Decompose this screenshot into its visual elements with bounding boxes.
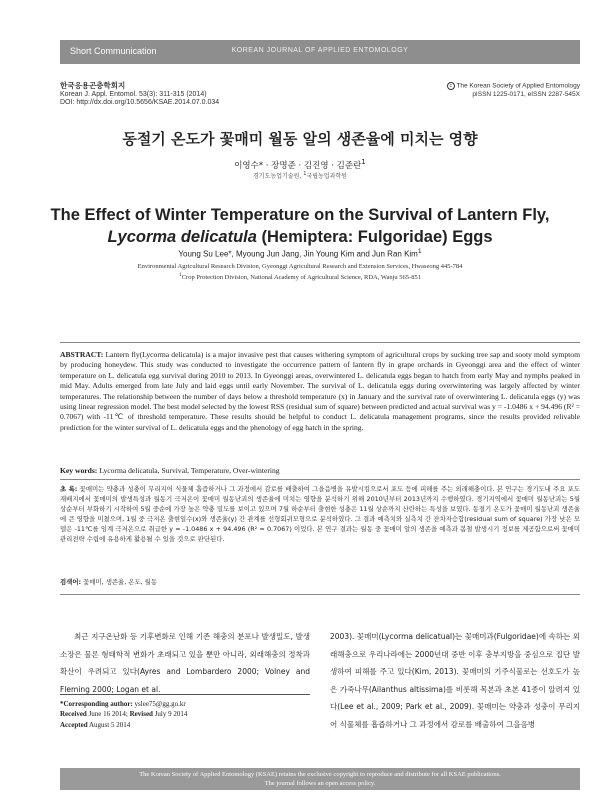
section-label: Short Communication: [70, 46, 157, 56]
english-title: The Effect of Winter Temperature on the Survival of Lantern Fly, Lycorma delicatula (Hemiptera: Fulgoridae) Eggs: [50, 206, 550, 246]
journal-name: KOREAN JOURNAL OF APPLIED ENTOMOLOGY: [231, 47, 409, 54]
journal-kor-name: 한국응용곤충학회지: [60, 81, 126, 90]
korean-authors: 이영수* · 장명준 · 김진영 · 김준란$^1$: [234, 157, 366, 171]
korean-abstract: 초 록: 꽃매미는 약충과 성충이 무리지어 식물체 흡즙하거나 그 과정에서 감로를 배출하여 그을음병을 유발시킴으로서 포도 등에 피해를 주는 외래해충이다. 본 연구는 경기도내 주요 포도 재배지에서 꽃매미의 발생특성과 월동기 극저온이 꽃매미 월동난괴의 생존율에 미치는 영향을 분석하기 위해 2010년부터 2013년까지 수행하였다. 경기지역에서 꽃매미 월동난괴는 5월 상순부터 부화하기 시작하여 5월 중순에 가장 높은 약충 밀도를 보이고 있으며 7월 하순부터 출현한 성충은 11월 상순까지 산란하는 특성을 보였다. 동절기 온도가 꽃매미 월동난괴 생존율에 큰 영향을 미쳤으며, 1월 중 극저온 출현일수(x)와 생존율(y) 간 관계를 선형회귀모형으로 분석하였다. 그 결과 예측치와 실측치 간 잔차자승합(residual sum of square) 가장 낮은 모델은 -11℃를 임계 극저온으로 취급한 y = -1.0486 x + 94.496 (R² = 0.7067) 이었다. 본 연구 결과는 월동 중 꽃매미 알의 생존을 예측과 봄철 발생시기 정보를 제공함으로써 꽃매미 관리전략 수립에 유용하게 활용될 수 있을 것으로 판단된다.: [60, 485, 580, 544]
footnote-rule: [60, 694, 310, 695]
correspondence: *Corresponding author: yslee75@gg.go.kr Received June 16 2014; Revised July 9 2014 Accepted August 5 2014: [60, 700, 188, 729]
body-text-right: 2003). 꽃매미(Lycorma delicatual)는 꽃매미과(Fulgoridae)에 속하는 외래해충으로 우리나라에는 2000년대 중반 이후 충부지방을 중심으로 집단 발생하여 피해를 주고 있다(Kim, 2013). 꽃매미의 기주식물로는 선호도가 높은 가죽나무(Ailanthus altissima)를 비롯해 목본과 초본 41종이 알려져 있다(Lee et al., 2009; Park et al., 2009). 꽃매미는 약충과 성충이 무리지어 식물체를 흡즙하거나 그 과정에서 감로를 배출하여 그을음병: [330, 632, 580, 729]
doi-link[interactable]: DOI: http://dx.doi.org/10.5656/KSAE.2014.07.0.034: [60, 99, 220, 106]
species-name: Lycorma delicatula: [107, 228, 257, 246]
body-text-left: 최근 지구온난화 등 기후변화로 인해 기존 해충의 분포나 발생밀도, 발생소장은 물론 형태학적 변화가 초래되고 있을 뿐만 아니라, 외래해충의 정착과 확산이 우려되고 있다(Ayres and Lombardero 2000; Volney and Fleming 2000; Logan et al.: [60, 632, 310, 694]
citation: Korean J. Appl. Entomol. 53(3): 311-315 (2014): [60, 90, 207, 98]
korean-title: 동절기 온도가 꽃매미 월동 알의 생존율에 미치는 영향: [122, 130, 478, 148]
issn: pISSN 1225-0171, eISSN 2287-545X: [472, 91, 580, 99]
email-link[interactable]: yslee75@gg.go.kr: [132, 700, 186, 708]
copyright-meta: [447, 82, 580, 100]
keywords: Key words: Lycorma delicatula, Survival, Temperature, Over-wintering: [60, 466, 280, 475]
divider: [60, 479, 580, 480]
korean-keywords: 검색어: 꽃매미, 생존율, 온도, 월동: [60, 578, 158, 586]
divider: [60, 594, 580, 595]
copyright-icon: c: [447, 82, 455, 90]
korean-affiliation: 경기도농업기술원, $^1$국립농업과학원: [253, 171, 347, 180]
english-affiliation: Environmental Agricultural Research Division, Gyeonggi Agricultural Research and Extension Services, Hwaseong 445-784 $^1$Crop Protection Division, National Academy of Agricultural Science, RDA, Wanju 565-851: [137, 263, 463, 282]
english-authors: Young Su Lee*, Myoung Jun Jang, Jin Young Kim and Jun Ran Kim$^1$: [178, 248, 422, 259]
journal-meta: [60, 82, 219, 108]
header-bar: [60, 40, 580, 64]
footer-bar: The Korean Society of Applied Entomology (KSAE) retains the exclusive copyright to reproduce and distribute for all KSAE publications. The journal follows an open access policy.: [60, 768, 580, 790]
abstract: ABSTRACT: Lantern fly(Lycorma delicatula) is a major invasive pest that causes withering symptom of agricultural crops by sucking tree sap and sooty mold symptom by producing honeydew. This study was conducted to investigate the occurrence pattern of lantern fly in grape orchards in Gyeonggi area and the effect of winter temperature on L. delicatula egg survival during 2010 to 2013. In Gyeonggi areas, overwintered L. delicatula eggs began to hatch from early May and nymphs peaked in mid May. Adults emerged from late July and laid eggs until early November. The survival of L. delicatula eggs during overwintering was largely affected by winter temperatures. The relationship between the number of days below a threshold temperature (x) in January and the survival rate of overwintering L. delicatula eggs (y) was using linear regression model. The best model selected by the lowest RSS (residual sum of square) between predicted and actual survival was y = -1.0486 x + 94.496 (R² = 0.7067) with -11℃ of threshold temperature. These results should be helpful to conduct L. delicatula management programs, since the results provided relivable prediction for the winter survival of L. delicatula eggs and the phenology of egg hatch in the spring.: [60, 350, 580, 432]
society-name: The Korean Society of Applied Entomology: [456, 82, 580, 90]
divider: [60, 342, 580, 343]
